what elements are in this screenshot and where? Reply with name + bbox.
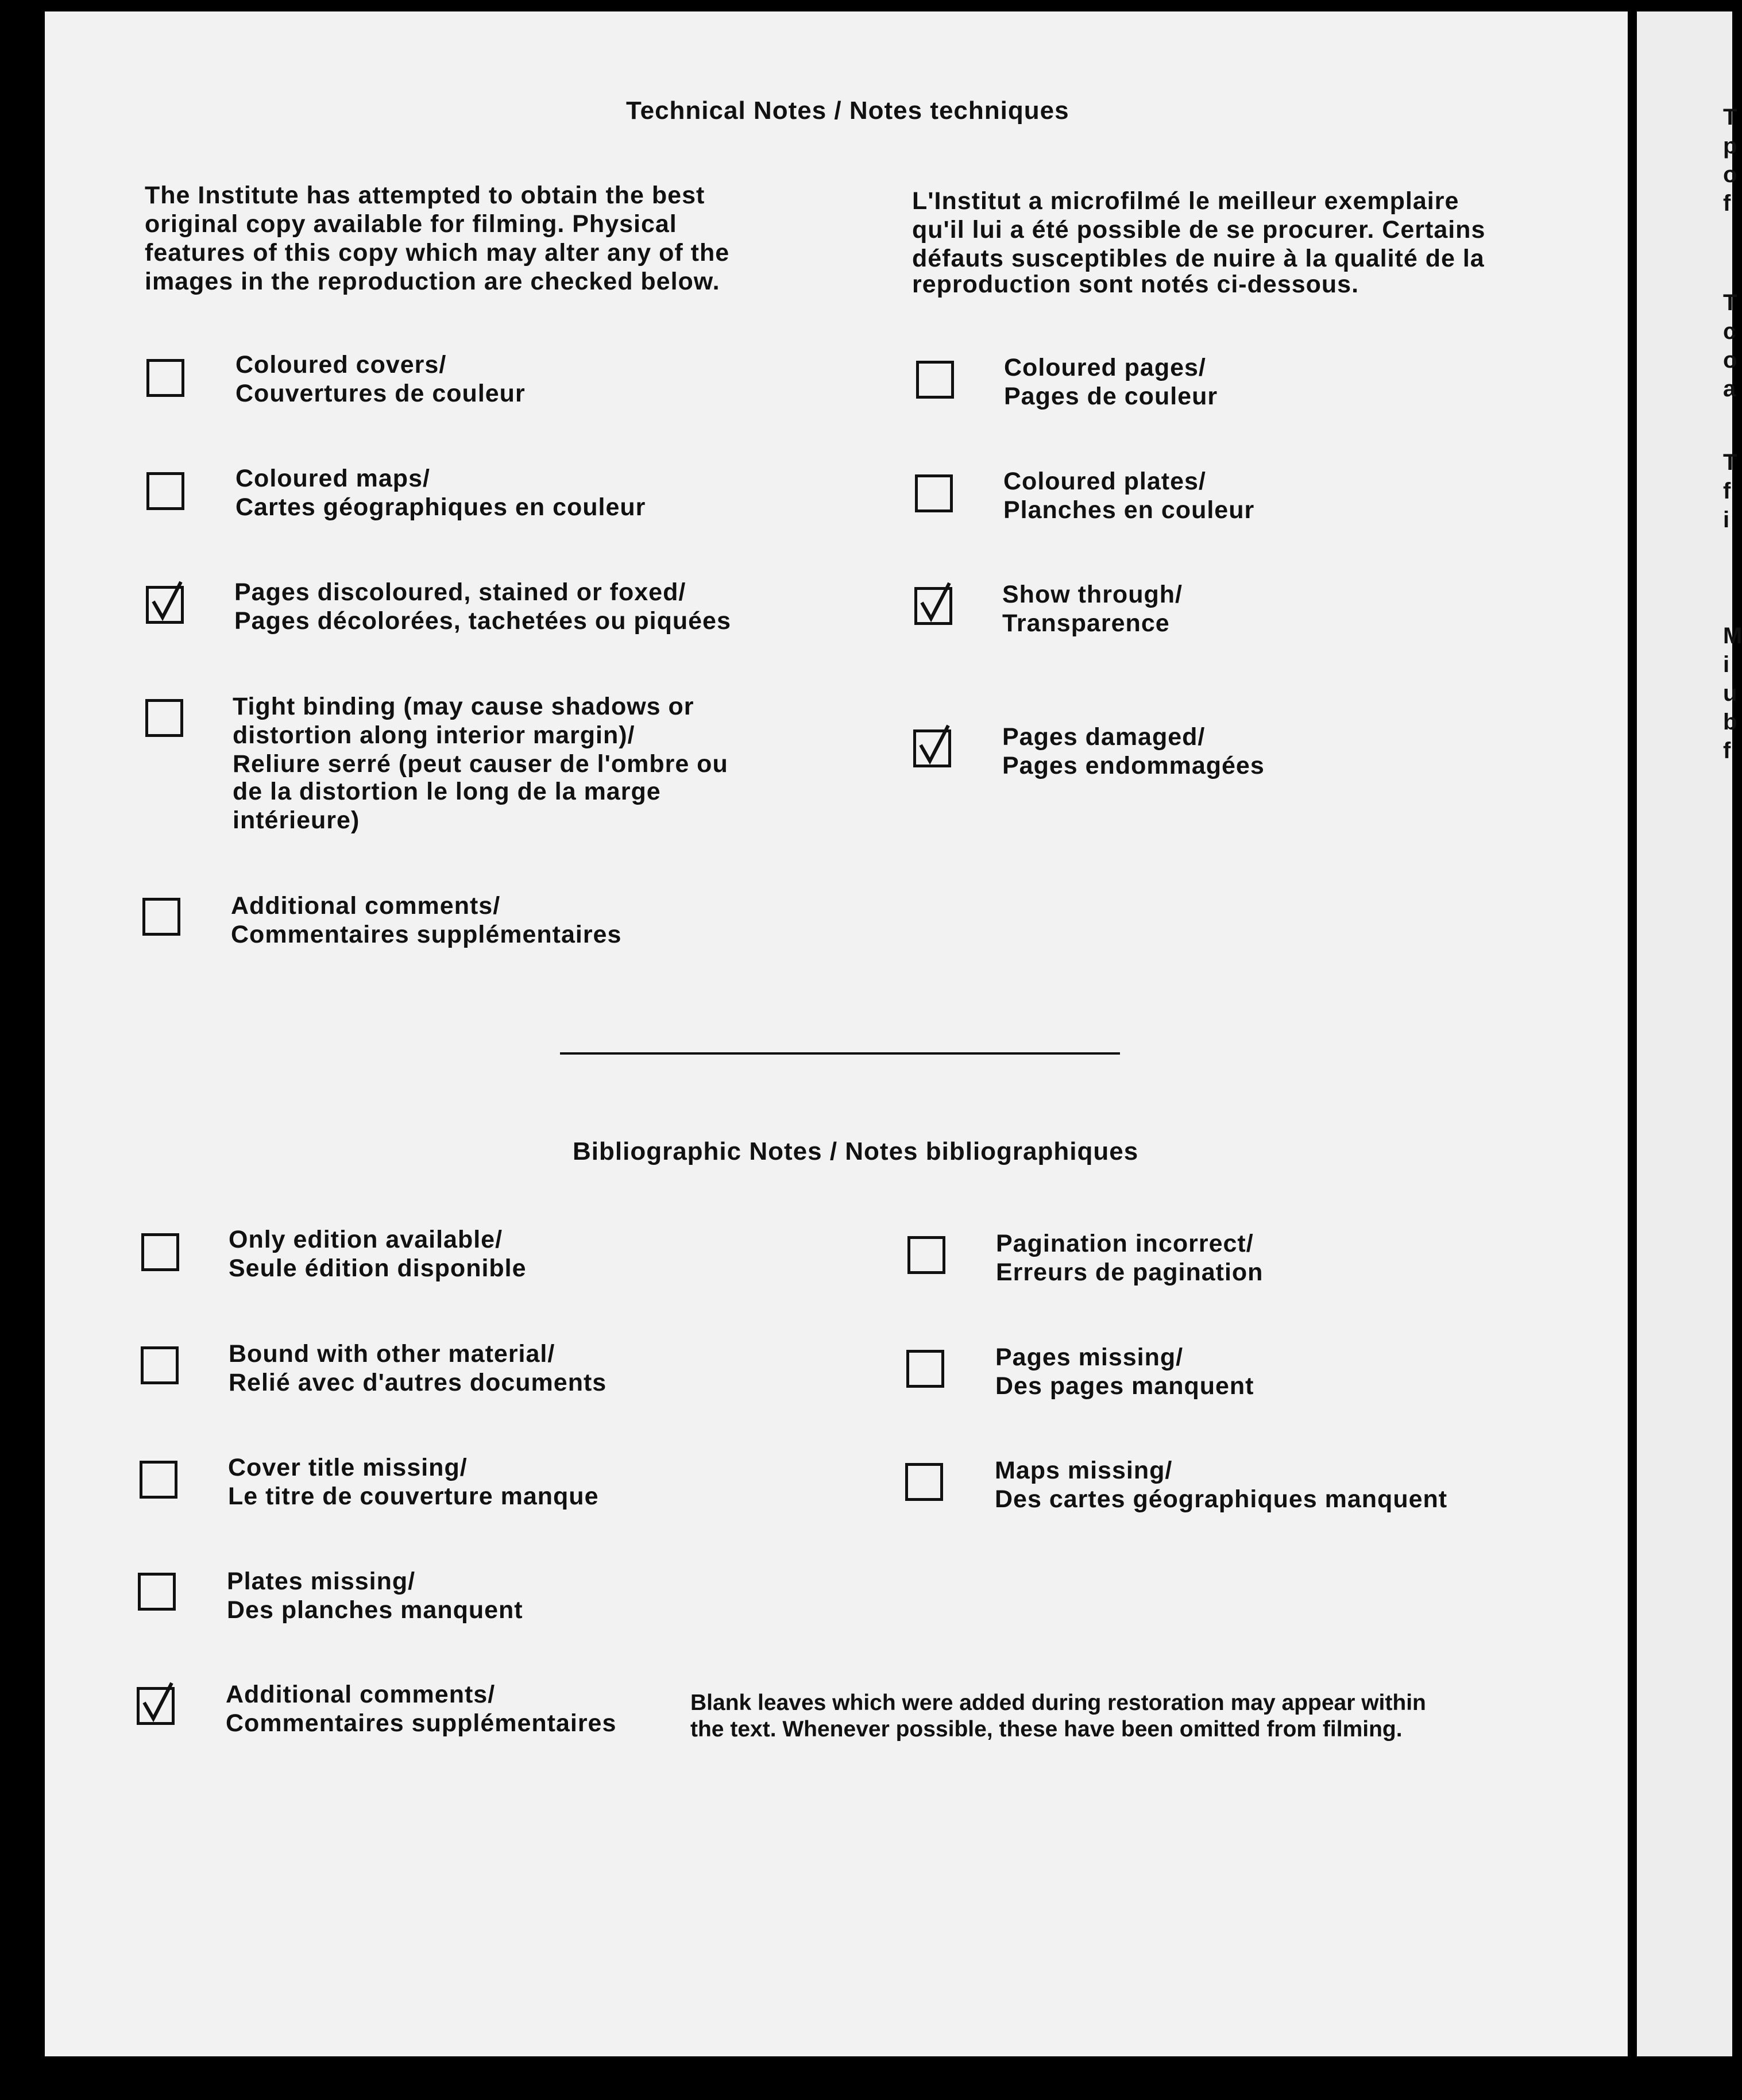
- strip-letter: f: [1723, 738, 1731, 763]
- checkbox-pages-discoloured[interactable]: [146, 586, 184, 624]
- check-icon: [920, 364, 952, 396]
- checkbox-tight-binding[interactable]: [145, 699, 183, 737]
- checkbox-only-edition[interactable]: [141, 1233, 179, 1271]
- strip-letter: p: [1723, 133, 1737, 159]
- item-label: Pages décolorées, tachetées ou piquées: [234, 607, 731, 635]
- check-icon: [141, 1690, 173, 1722]
- strip-letter: f: [1723, 478, 1731, 504]
- checkbox-pages-missing[interactable]: [906, 1350, 944, 1388]
- intro-en-line: features of this copy which may alter any of the: [145, 239, 730, 267]
- strip-letter: M: [1723, 623, 1742, 648]
- strip-letter: T: [1723, 105, 1737, 130]
- strip-letter: f: [1723, 191, 1731, 216]
- check-icon: [910, 1353, 943, 1385]
- item-label: Des planches manquent: [227, 1596, 523, 1624]
- item-label: Le titre de couverture manque: [228, 1483, 599, 1510]
- item-label: Pages damaged/: [1002, 723, 1206, 751]
- check-icon: [150, 589, 182, 621]
- check-icon: [909, 1466, 941, 1498]
- strip-letter: c: [1723, 319, 1736, 344]
- checkbox-additional-comments-technical[interactable]: [142, 898, 180, 936]
- check-icon: [911, 1239, 944, 1271]
- item-label: Transparence: [1002, 609, 1170, 637]
- intro-en-line: The Institute has attempted to obtain the best: [145, 182, 705, 209]
- strip-letter: o: [1723, 162, 1737, 187]
- item-label: Relié avec d'autres documents: [229, 1369, 607, 1396]
- item-label: Seule édition disponible: [229, 1254, 527, 1282]
- checkbox-coloured-covers[interactable]: [146, 359, 184, 397]
- item-label: Commentaires supplémentaires: [226, 1709, 617, 1737]
- item-label: Reliure serré (peut causer de l'ombre ou: [233, 750, 728, 778]
- checkbox-pages-damaged[interactable]: [913, 729, 951, 767]
- checkbox-pagination-incorrect[interactable]: [907, 1236, 945, 1274]
- item-label: Maps missing/: [995, 1457, 1173, 1484]
- item-label: Coloured maps/: [235, 465, 430, 492]
- item-label: Pages de couleur: [1004, 383, 1218, 410]
- item-label: Cartes géographiques en couleur: [235, 493, 646, 521]
- check-icon: [150, 475, 183, 507]
- check-icon: [145, 1236, 177, 1268]
- item-label: intérieure): [233, 806, 360, 834]
- item-label: Show through/: [1002, 581, 1183, 608]
- checkbox-bound-with[interactable]: [141, 1346, 179, 1384]
- checkbox-plates-missing[interactable]: [138, 1573, 176, 1611]
- item-label: Pages missing/: [995, 1344, 1184, 1371]
- intro-fr-line: L'Institut a microfilmé le meilleur exemplaire: [912, 187, 1459, 215]
- section-divider: [560, 1052, 1120, 1055]
- checkbox-cover-title-missing[interactable]: [140, 1461, 177, 1499]
- item-label: de la distortion le long de la marge: [233, 778, 661, 805]
- item-label: Des pages manquent: [995, 1372, 1254, 1400]
- check-icon: [146, 901, 179, 933]
- item-label: Coloured covers/: [235, 351, 447, 379]
- intro-en-line: original copy available for filming. Physical: [145, 210, 677, 238]
- strip-letter: o: [1723, 348, 1737, 373]
- strip-letter: T: [1723, 290, 1737, 315]
- item-label: Planches en couleur: [1003, 496, 1255, 524]
- comment-line: the text. Whenever possible, these have been omitted from filming.: [690, 1717, 1403, 1742]
- item-label: Pagination incorrect/: [996, 1230, 1254, 1257]
- check-icon: [919, 477, 951, 509]
- adjacent-page-strip: [1637, 11, 1732, 2056]
- comment-line: Blank leaves which were added during restoration may appear within: [690, 1690, 1426, 1715]
- strip-letter: a: [1723, 376, 1736, 402]
- checkbox-maps-missing[interactable]: [905, 1463, 943, 1501]
- checkbox-coloured-plates[interactable]: [915, 474, 953, 512]
- checkbox-additional-comments-bibliographic[interactable]: [137, 1687, 175, 1725]
- check-icon: [150, 362, 183, 394]
- strip-letter: u: [1723, 681, 1737, 706]
- item-label: Tight binding (may cause shadows or: [233, 693, 694, 720]
- check-icon: [142, 1576, 174, 1608]
- item-label: Erreurs de pagination: [996, 1259, 1264, 1286]
- item-label: Plates missing/: [227, 1568, 416, 1595]
- strip-letter: i: [1723, 507, 1730, 532]
- intro-fr-line: qu'il lui a été possible de se procurer. Certains: [912, 216, 1486, 244]
- strip-letter: i: [1723, 652, 1730, 677]
- bibliographic-notes-title: Bibliographic Notes / Notes bibliographiques: [573, 1137, 1139, 1165]
- intro-fr-line: défauts susceptibles de nuire à la qualité de la: [912, 245, 1485, 272]
- item-label: Couvertures de couleur: [235, 380, 526, 407]
- check-icon: [149, 702, 181, 734]
- checkbox-coloured-pages[interactable]: [916, 361, 954, 399]
- item-label: Pages endommagées: [1002, 752, 1265, 779]
- item-label: Pages discoloured, stained or foxed/: [234, 578, 686, 606]
- strip-letter: b: [1723, 709, 1737, 735]
- item-label: Cover title missing/: [228, 1454, 468, 1481]
- check-icon: [145, 1349, 177, 1381]
- strip-letter: T: [1723, 450, 1737, 475]
- item-label: Bound with other material/: [229, 1340, 555, 1368]
- item-label: Additional comments/: [226, 1681, 496, 1708]
- checkbox-show-through[interactable]: [914, 587, 952, 625]
- checkbox-coloured-maps[interactable]: [146, 472, 184, 510]
- intro-fr-line: reproduction sont notés ci-dessous.: [912, 271, 1359, 298]
- item-label: Commentaires supplémentaires: [231, 921, 622, 948]
- item-label: Additional comments/: [231, 892, 501, 920]
- intro-en-line: images in the reproduction are checked below.: [145, 268, 720, 295]
- item-label: Des cartes géographiques manquent: [995, 1485, 1448, 1513]
- item-label: Coloured plates/: [1003, 468, 1206, 495]
- technical-notes-title: Technical Notes / Notes techniques: [626, 96, 1069, 125]
- check-icon: [918, 590, 951, 622]
- check-icon: [917, 732, 949, 765]
- item-label: Coloured pages/: [1004, 354, 1206, 381]
- form-page: [45, 11, 1628, 2056]
- check-icon: [144, 1464, 176, 1496]
- item-label: distortion along interior margin)/: [233, 721, 635, 749]
- item-label: Only edition available/: [229, 1226, 503, 1253]
